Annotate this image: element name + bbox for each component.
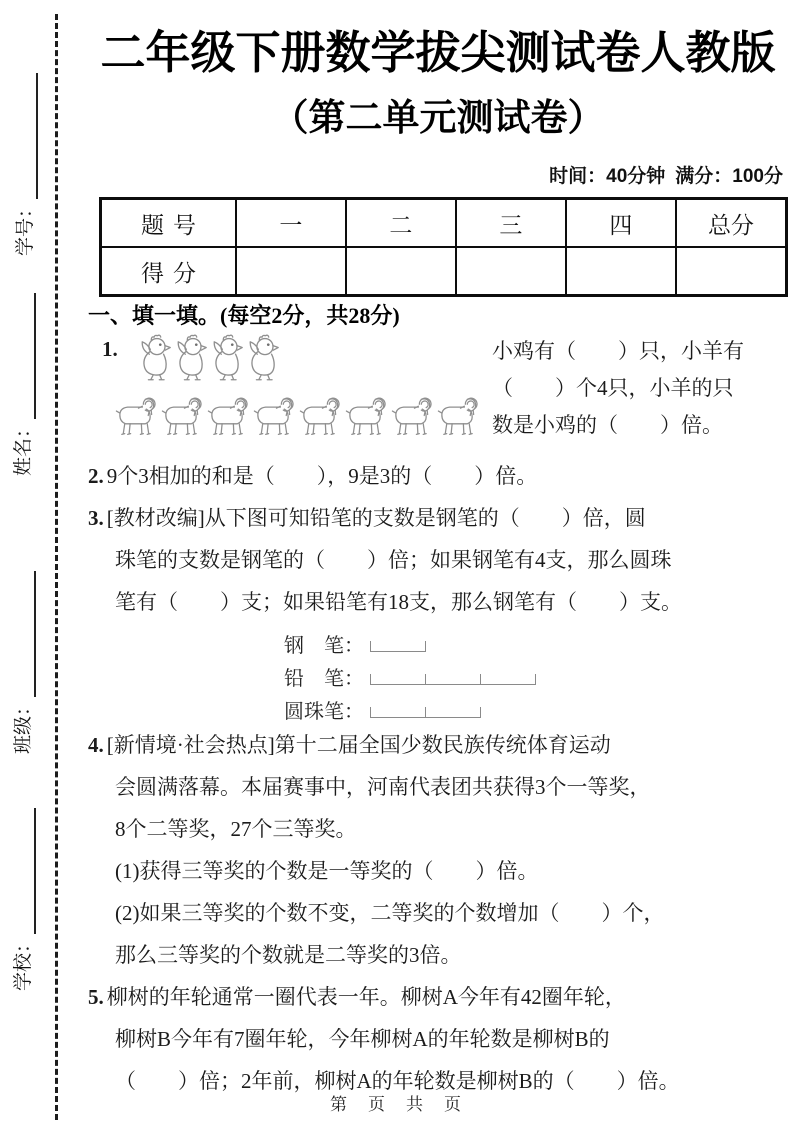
ram-icon — [159, 387, 204, 443]
student-name-field — [8, 290, 36, 476]
question-4-line: 会圆满落幕。本届赛事中，河南代表团共获得3个一等奖， — [115, 775, 651, 799]
score-table-score-row — [101, 247, 787, 296]
paper-subtitle: （第二单元测试卷） — [271, 97, 605, 138]
pen-diagram-row — [284, 691, 788, 724]
chick-icon — [246, 331, 282, 383]
question-1-line: 数是小鸡的（ ）倍。 — [492, 413, 723, 437]
question-1-number: 1. — [102, 337, 118, 361]
ram-icon — [113, 387, 158, 443]
chick-icon — [138, 331, 174, 383]
pen-diagram-label: 钢 笔： — [284, 635, 364, 657]
ram-row — [113, 387, 480, 443]
ram-icon — [343, 387, 388, 443]
school-field — [8, 805, 36, 991]
ram-icon — [205, 387, 250, 443]
score-table-column-header: 总分 — [676, 199, 787, 248]
question-2 — [88, 455, 788, 497]
question-3-line: 珠笔的支数是钢笔的（ ）倍；如果钢笔有4支，那么圆珠 — [115, 548, 672, 572]
section-one-heading: 一、填一填。(每空2分，共28分) — [88, 303, 400, 328]
question-5-line: 柳树的年轮通常一圈代表一年。柳树A今年有42圈年轮， — [106, 985, 626, 1009]
pen-diagram-row — [284, 625, 788, 658]
pen-diagram-bar — [370, 707, 481, 718]
school-blank-line[interactable] — [14, 808, 36, 934]
score-table-score-label: 得分 — [101, 247, 236, 296]
question-1-line: （ ）个4只，小羊的只 — [492, 376, 734, 400]
student-number-blank-line[interactable] — [16, 73, 38, 199]
pen-diagram-label: 圆珠笔： — [284, 701, 364, 723]
question-3-line: [教材改编]从下图可知铅笔的支数是钢笔的（ ）倍，圆 — [106, 506, 646, 530]
school-label: 学校： — [13, 933, 34, 991]
question-3-number: 3. — [88, 506, 104, 530]
ram-icon — [435, 387, 480, 443]
paper-body — [88, 0, 788, 1102]
question-4-sub-line: 那么三等奖的个数就是二等奖的3倍。 — [115, 943, 462, 967]
score-cell[interactable] — [236, 247, 346, 296]
score-cell[interactable] — [456, 247, 566, 296]
question-4-line: 8个二等奖，27个三等奖。 — [115, 817, 357, 841]
score-table-column-header: 二 — [346, 199, 456, 248]
question-3-line: 笔有（ ）支；如果铅笔有18支，那么钢笔有（ ）支。 — [115, 590, 682, 614]
student-number-label: 学号： — [15, 198, 36, 256]
class-field — [8, 568, 36, 754]
ram-icon — [297, 387, 342, 443]
page-footer: 第 页 共 页 — [330, 1095, 463, 1114]
exam-time: 时间：40分钟 — [549, 166, 666, 187]
binding-dashed-line — [55, 14, 58, 1120]
class-blank-line[interactable] — [14, 571, 36, 697]
pen-diagram-bar — [370, 641, 426, 652]
score-table-column-header: 三 — [456, 199, 566, 248]
student-name-label: 姓名： — [13, 418, 34, 476]
exam-meta — [88, 161, 783, 188]
question-3 — [88, 497, 788, 724]
question-4-number: 4. — [88, 733, 104, 757]
pen-diagram-bar — [370, 674, 536, 685]
question-4-sub-line: (1)获得三等奖的个数是一等奖的（ ）倍。 — [115, 859, 539, 883]
pen-diagram-row — [284, 658, 788, 691]
chick-row — [138, 331, 282, 383]
pen-diagram-label: 铅 笔： — [284, 668, 364, 690]
score-cell[interactable] — [566, 247, 676, 296]
question-4 — [88, 724, 788, 976]
score-cell[interactable] — [346, 247, 456, 296]
question-1-text — [492, 333, 744, 444]
paper-title: 二年级下册数学拔尖测试卷人教版 — [100, 27, 776, 78]
question-5 — [88, 976, 788, 1102]
question-5-number: 5. — [88, 985, 104, 1009]
score-table-header-row — [101, 199, 787, 248]
question-5-line: 柳树B今年有7圈年轮，今年柳树A的年轮数是柳树B的 — [115, 1027, 610, 1051]
chick-icon — [174, 331, 210, 383]
question-2-number: 2. — [88, 464, 104, 488]
chick-icon — [210, 331, 246, 383]
score-table-column-header: 一 — [236, 199, 346, 248]
student-number-field — [10, 70, 38, 256]
ram-icon — [251, 387, 296, 443]
question-4-sub-line: (2)如果三等奖的个数不变，二等奖的个数增加（ ）个， — [115, 901, 665, 925]
class-label: 班级： — [13, 696, 34, 754]
score-table-header-label: 题号 — [101, 199, 236, 248]
question-5-line: （ ）倍；2年前，柳树A的年轮数是柳树B的（ ）倍。 — [115, 1069, 680, 1093]
score-table-column-header: 四 — [566, 199, 676, 248]
exam-full-score: 满分：100分 — [675, 166, 783, 187]
question-1-line: 小鸡有（ ）只，小羊有 — [492, 339, 744, 363]
pen-diagram — [284, 625, 788, 724]
question-1 — [88, 331, 788, 455]
student-name-blank-line[interactable] — [14, 293, 36, 419]
question-2-line: 9个3相加的和是（ ），9是3的（ ）倍。 — [106, 464, 538, 488]
score-table — [99, 197, 788, 297]
ram-icon — [389, 387, 434, 443]
score-cell[interactable] — [676, 247, 787, 296]
question-4-line: [新情境·社会热点]第十二届全国少数民族传统体育运动 — [106, 733, 611, 757]
